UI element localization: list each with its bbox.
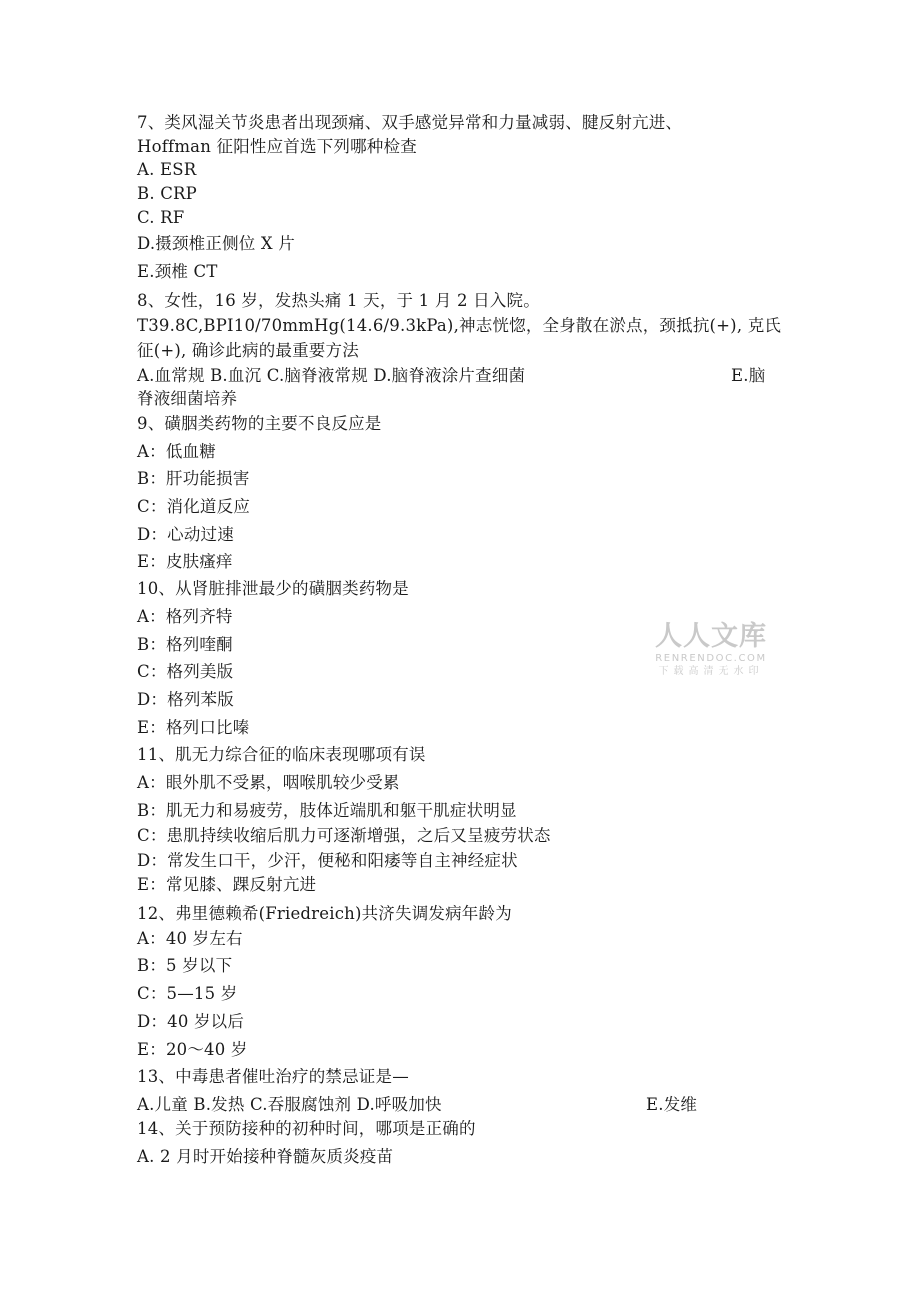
q11-stem: 11、肌无力综合征的临床表现哪项有误 [137,745,426,764]
q12-stem: 12、弗里德赖希(Friedreich)共济失调发病年龄为 [137,904,512,923]
q9-option-a: A：低血糖 [137,442,216,461]
q13-options-a-to-d: A.儿童 B.发热 C.吞服腐蚀剂 D.呼吸加快 [137,1095,442,1114]
q8-stem-line2: T39.8C,BPI10/70mmHg(14.6/9.3kPa),神志恍惚，全身散在淤点，颈抵抗(+), 克氏 [137,316,782,335]
q14-option-a: A. 2 月时开始接种脊髓灰质炎疫苗 [137,1147,394,1166]
q12-option-b: B：5 岁以下 [137,956,233,975]
watermark-subtitle: 下载高清无水印 [658,666,764,677]
q9-option-c: C：消化道反应 [137,497,251,516]
watermark [646,622,776,678]
q14-stem: 14、关于预防接种的初种时间，哪项是正确的 [137,1119,476,1138]
q9-option-b: B：肝功能损害 [137,469,250,488]
q11-option-d: D：常发生口干，少汗，便秘和阳痿等自主神经症状 [137,851,518,870]
q9-stem: 9、磺胭类药物的主要不良反应是 [137,414,382,433]
q12-option-c: C：5—15 岁 [137,984,238,1003]
q10-option-d: D：格列苯版 [137,690,234,709]
q7-option-d: D.摄颈椎正侧位 X 片 [137,234,296,253]
q12-option-e: E：20〜40 岁 [137,1040,248,1059]
q10-option-b: B：格列喹酮 [137,635,233,654]
q13-option-e: E.发维 [646,1095,698,1114]
q10-option-c: C：格列美版 [137,662,234,681]
q7-option-c: C. RF [137,208,185,227]
q10-option-e: E：格列口比嗪 [137,718,250,737]
watermark-domain: RENRENDOC.COM [655,653,767,664]
q8-stem-line1: 8、女性，16 岁，发热头痛 1 天，于 1 月 2 日入院。 [137,291,540,310]
q7-option-e: E.颈椎 CT [137,262,218,281]
q9-option-d: D：心动过速 [137,525,234,544]
q12-option-a: A：40 岁左右 [137,929,243,948]
q10-stem: 10、从肾脏排泄最少的磺胭类药物是 [137,579,409,598]
q8-option-e-start: E.脑 [731,366,766,385]
q8-options-line2: 脊液细菌培养 [137,389,238,408]
watermark-title: 人人文库 [655,621,767,652]
q11-option-e: E：常见膝、踝反射亢进 [137,875,317,894]
q7-stem-line1: 7、类风湿关节炎患者出现颈痛、双手感觉异常和力量减弱、腱反射亢进、 [137,113,683,132]
q7-option-a: A. ESR [137,160,197,179]
q13-options-line [137,1094,698,1116]
q10-option-a: A：格列齐特 [137,607,233,626]
q11-option-b: B：肌无力和易疲劳，肢体近端肌和躯干肌症状明显 [137,801,517,820]
q11-option-c: C：患肌持续收缩后肌力可逐渐增强，之后又呈疲劳状态 [137,826,551,845]
q7-option-b: B. CRP [137,184,197,203]
q9-option-e: E：皮肤瘙痒 [137,552,233,571]
q12-option-d: D：40 岁以后 [137,1012,245,1031]
q8-options-a-to-d: A.血常规 B.血沉 C.脑脊液常规 D.脑脊液涂片查细菌 [137,366,526,385]
q8-options-line1 [137,365,766,387]
q7-stem-line2: Hoffman 征阳性应首选下列哪种检查 [137,137,417,156]
q8-stem-line3: 征(+), 确诊此病的最重要方法 [137,341,359,360]
q13-stem: 13、中毒患者催吐治疗的禁忌证是— [137,1067,409,1086]
q11-option-a: A：眼外肌不受累，咽喉肌较少受累 [137,773,400,792]
